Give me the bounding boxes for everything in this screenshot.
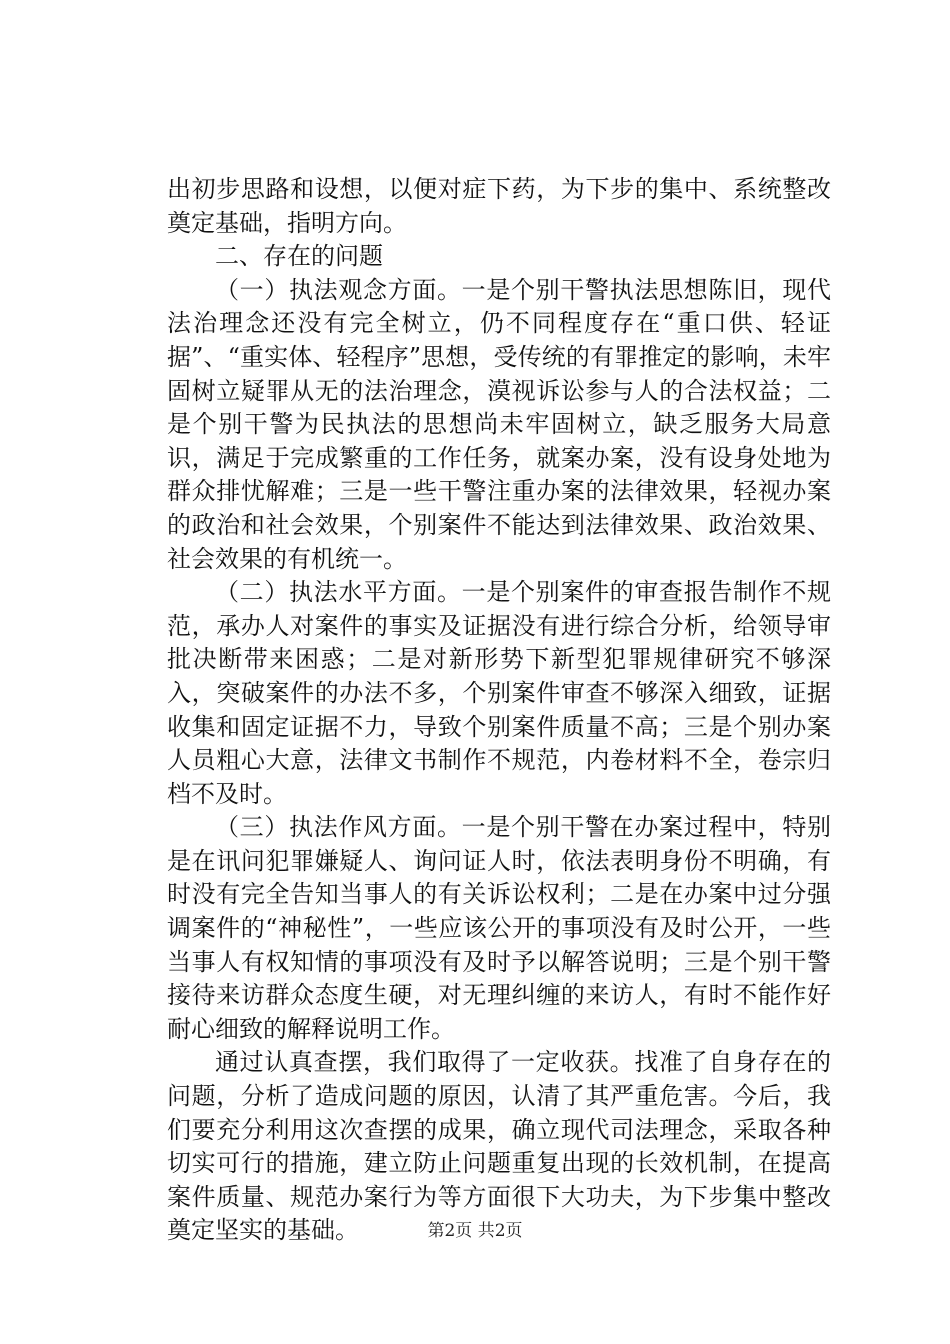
paragraph-law-enforcement-style: （三）执法作风方面。一是个别干警在办案过程中，特别是在讯问犯罪嫌疑人、询问证人时，依法表明身份不明确，有时没有完全告知当事人的有关诉讼权利；二是在办案中过分强调案件的“神秘性”，一些应该公开的事项没有及时公开，一些当事人有权知情的事项没有及时予以解答说明；三是个别干警接待来访群众态度生硬，对无理纠缠的来访人，有时不能作好耐心细致的解释说明工作。 <box>167 813 831 1043</box>
paragraph-law-enforcement-level: （二）执法水平方面。一是个别案件的审查报告制作不规范，承办人对案件的事实及证据没有进行综合分析，给领导审批决断带来困惑；二是对新形势下新型犯罪规律研究不够深入，突破案件的办法不多，个别案件审查不够深入细致，证据收集和固定证据不力，导致个别案件质量不高；三是个别办案人员粗心大意，法律文书制作不规范，内卷材料不全，卷宗归档不及时。 <box>167 578 831 808</box>
paragraph-conclusion: 通过认真查摆，我们取得了一定收获。找准了自身存在的问题，分析了造成问题的原因，认清了其严重危害。今后，我们要充分利用这次查摆的成果，确立现代司法理念，采取各种切实可行的措施，建立防止问题重复出现的长效机制，在提高案件质量、规范办案行为等方面很下大功夫，为下步集中整改奠定坚实的基础。 <box>167 1048 831 1245</box>
paragraph-continuation: 出初步思路和设想，以便对症下药，为下步的集中、系统整改奠定基础，指明方向。 <box>167 175 831 237</box>
section-heading: 二、存在的问题 <box>215 242 383 271</box>
paragraph-law-enforcement-concept: （一）执法观念方面。一是个别干警执法思想陈旧，现代法治理念还没有完全树立，仍不同程度存在“重口供、轻证据”、“重实体、轻程序”思想，受传统的有罪推定的影响，未牢固树立疑罪从无的法治理念，漠视诉讼参与人的合法权益；二是个别干警为民执法的思想尚未牢固树立，缺乏服务大局意识，满足于完成繁重的工作任务，就案办案，没有设身处地为群众排忧解难；三是一些干警注重办案的法律效果，轻视办案的政治和社会效果，个别案件不能达到法律效果、政治效果、社会效果的有机统一。 <box>167 275 831 573</box>
page-number: 第2页 共2页 <box>427 1221 523 1241</box>
document-body <box>167 173 831 1248</box>
